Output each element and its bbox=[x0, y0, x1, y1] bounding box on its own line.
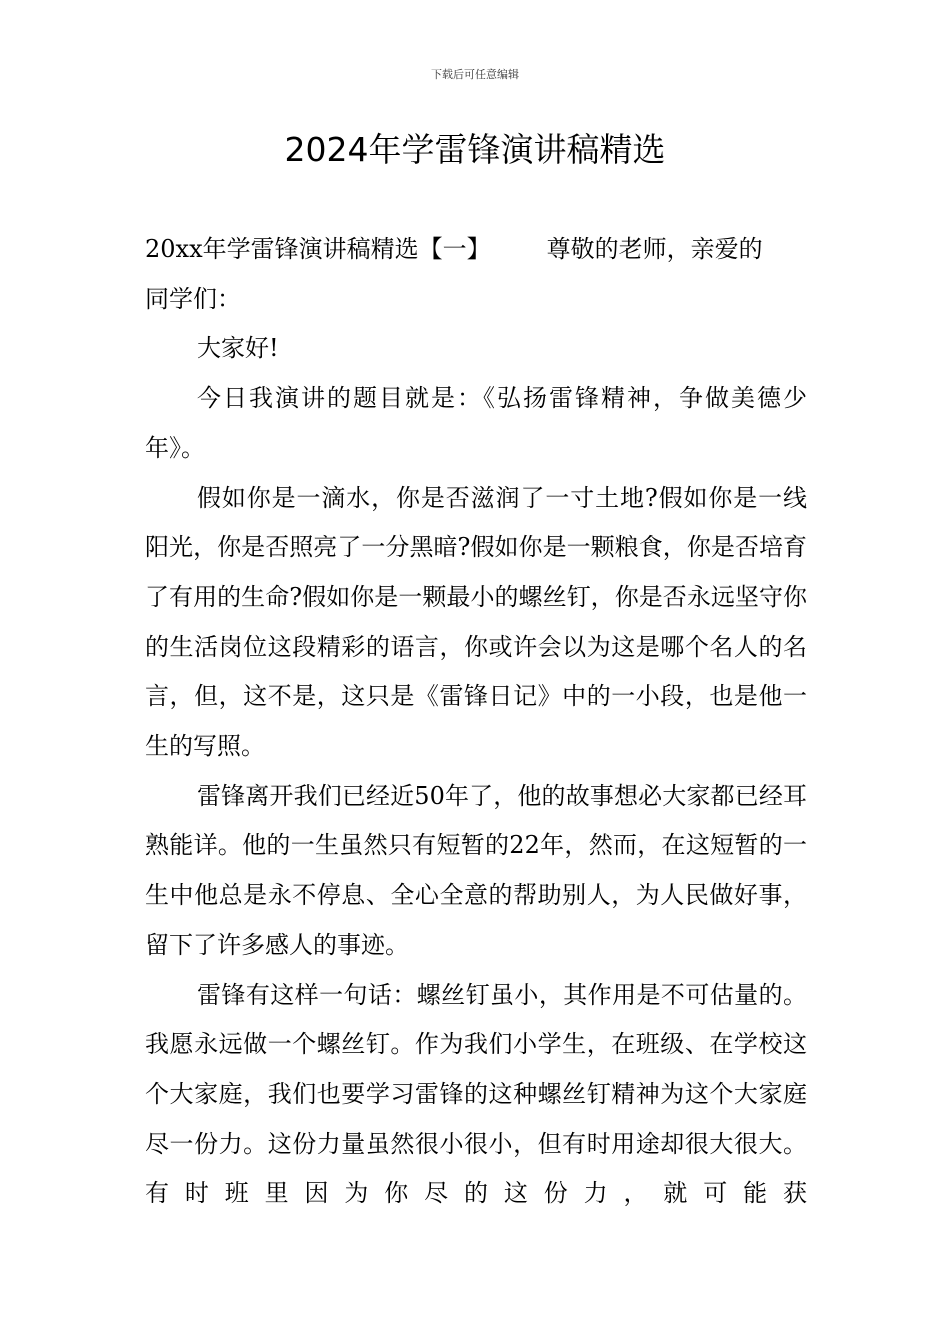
body-paragraph-quote: 假如你是一滴水，你是否滋润了一寸土地?假如你是一线阳光，你是否照亮了一分黑暗?假如你是一颗粮食，你是否培育了有用的生命?假如你是一颗最小的螺丝钉，你是否永远坚守你的生活岗位这段精彩的语言，你或许会以为这是哪个名人的名言，但，这不是，这只是《雷锋日记》中的一小段，也是他一生的写照。 bbox=[145, 483, 807, 761]
body-paragraph-greeting: 大家好! bbox=[197, 334, 279, 363]
section-heading: 20xx年学雷锋演讲稿精选【一】 bbox=[145, 235, 491, 263]
intro-paragraph bbox=[145, 225, 807, 324]
salutation-end: 同学们： bbox=[145, 284, 241, 313]
salutation-start: 尊敬的老师，亲爱的 bbox=[546, 235, 763, 263]
body-paragraph-screw: 雷锋有这样一句话：螺丝钉虽小，其作用是不可估量的。我愿永远做一个螺丝钉。作为我们小学生，在班级、在学校这个大家庭，我们也要学习雷锋的这种螺丝钉精神为这个大家庭尽一份力。这份力量虽然很小很小，但有时用途却很大很大。有时班里因为你尽的这份力，就可能获 bbox=[145, 980, 807, 1208]
document-title: 2024年学雷锋演讲稿精选 bbox=[284, 130, 666, 169]
page-header-note: 下载后可任意编辑 bbox=[431, 68, 519, 81]
body-paragraph-topic: 今日我演讲的题目就是：《弘扬雷锋精神，争做美德少年》。 bbox=[145, 384, 807, 462]
document-body bbox=[145, 225, 807, 1219]
body-paragraph-story: 雷锋离开我们已经近50年了，他的故事想必大家都已经耳熟能详。他的一生虽然只有短暂的22年，然而，在这短暂的一生中他总是永不停息、全心全意的帮助别人，为人民做好事，留下了许多感人的事迹。 bbox=[145, 781, 807, 959]
